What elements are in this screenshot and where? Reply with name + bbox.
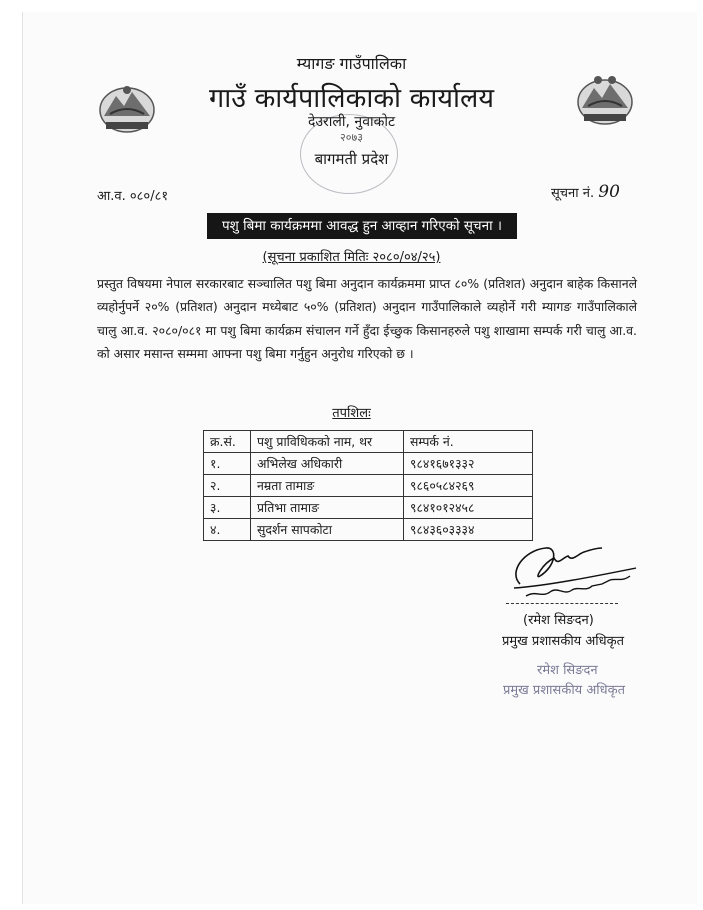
table-row (204, 453, 533, 475)
column-header-sn: क्र.सं. (204, 431, 251, 453)
row-name: सुदर्शन सापकोटा (251, 519, 404, 541)
table-row (204, 519, 533, 541)
row-name: नम्रता तामाङ (251, 475, 404, 497)
stamp-title: प्रमुख प्रशासकीय अधिकृत (503, 683, 626, 698)
published-date (0, 247, 703, 265)
signatory-title: प्रमुख प्रशासकीय अधिकृत (502, 634, 625, 649)
notice-number-label: सूचना नं. (551, 186, 595, 201)
fiscal-year: आ.व. ०८०/८१ (97, 189, 169, 204)
municipality-name: म्यागङ गाउँपालिका (296, 54, 407, 73)
table-row (204, 497, 533, 519)
notice-number-value: 90 (598, 182, 620, 202)
office-stamp (300, 114, 398, 194)
row-sn: ४. (204, 519, 251, 541)
signatory-name: (रमेश सिङदन) (523, 613, 594, 628)
signature-line (506, 603, 618, 604)
row-phone: ९८४३६०३३३४ (404, 519, 533, 541)
row-phone: ९८४१०१२४५८ (404, 497, 533, 519)
row-sn: २. (204, 475, 251, 497)
office-title: गाउँ कार्यपालिकाको कार्यालय (209, 83, 494, 114)
notice-body: प्रस्तुत विषयमा नेपाल सरकारबाट सञ्चालित पशु बिमा अनुदान कार्यक्रममा प्राप्त ८०% (प्रतिशत) अनुदान बाहेक किसानले व्यहोर्नुपर्ने २०% (प्रतिशत) अनुदान मध्येबाट ५०% (प्रतिशत) अनुदान गाउँपालिकाले व्यहोर्ने गरी म्यागङ गाउँपालिकाले चालु आ.व. २०८०/०८१ मा पशु बिमा कार्यक्रम संचालन गर्ने हुँदा ईच्छुक किसानहरुले पशु शाखामा सम्पर्क गरी चालु आ.व. को असार मसान्त सम्ममा आफ्ना पशु बिमा गर्नुहुन अनुरोध गरिएको छ । (97, 276, 637, 361)
row-name: अभिलेख अधिकारी (251, 453, 404, 475)
table-row (204, 475, 533, 497)
column-header-phone: सम्पर्क नं. (404, 431, 533, 453)
notice-title-banner: पशु बिमा कार्यक्रममा आवद्ध हुन आव्हान गरिएको सूचना । (207, 213, 517, 239)
published-date-text: (सूचना प्रकाशित मितिः २०८०/०४/२५) (262, 250, 441, 265)
row-phone: ९८४१६७१३३२ (404, 453, 533, 475)
column-header-name: पशु प्राविधिकको नाम, थर (251, 431, 404, 453)
office-location: देउराली, नुवाकोट (307, 114, 396, 130)
notice-number (551, 182, 620, 202)
established-year: २०७३ (340, 131, 363, 144)
province-name: बागमती प्रदेश (314, 150, 389, 168)
row-name: प्रतिभा तामाङ (251, 497, 404, 519)
handwritten-signature (506, 536, 646, 602)
row-sn: ३. (204, 497, 251, 519)
table-header-row (204, 431, 533, 453)
contacts-table (203, 430, 533, 541)
row-phone: ९८६०५८४२६९ (404, 475, 533, 497)
row-sn: १. (204, 453, 251, 475)
details-heading: तपशिलः (332, 406, 371, 421)
stamp-name: रमेश सिङदन (537, 663, 598, 678)
